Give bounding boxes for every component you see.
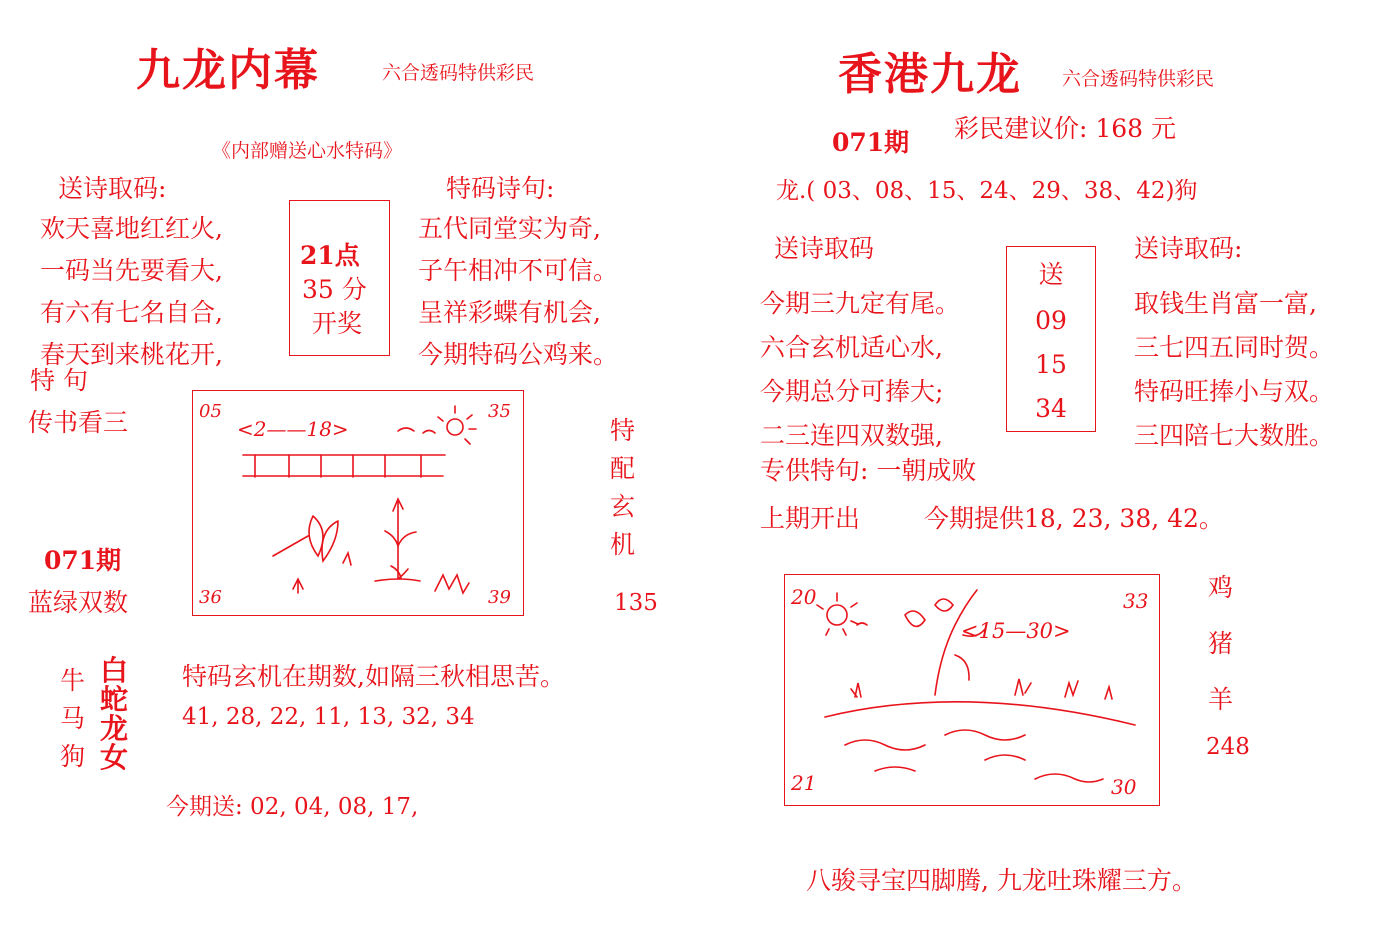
draw-time-box [289,200,390,356]
zodiac-char: 马 [60,704,86,733]
right-poem-line: 今期总分可捧大; [760,377,944,406]
right-poem-line: 取钱生肖富一富, [1134,289,1317,318]
left-issue: 071期 [44,546,122,575]
left-picture-sketch [193,391,523,615]
right-zodiac-number: 248 [1206,734,1250,760]
right-picture-num: 33 [1123,589,1149,613]
right-poem-line: 二三连四双数强, [760,421,943,450]
teju-text: 传书看三 [28,408,129,437]
send-box-item: 15 [1035,350,1067,380]
xuanji-text: 特码玄机在期数,如隔三秋相思苦。 [182,662,565,691]
left-right-number: 135 [614,590,658,616]
left-special-line: 子午相冲不可信。 [418,256,619,285]
right-picture-box [784,574,1160,806]
send-box-item: 送 [1038,259,1064,289]
vertical-char: 配 [610,454,636,483]
zodiac-char: 白 [100,654,129,687]
right-picture-num: 30 [1111,775,1137,799]
zodiac-char: 狗 [60,742,86,771]
dragon-line: 龙.( 03、08、15、24、29、38、42)狗 [776,178,1198,204]
right-poem-label-2: 送诗取码: [1134,234,1243,263]
left-title: 九龙内幕 [136,45,320,96]
vertical-char: 机 [610,530,636,559]
zodiac-char: 猪 [1208,629,1234,658]
last-issue-label: 上期开出 [760,504,861,533]
left-special-line: 今期特码公鸡来。 [418,340,619,369]
left-poem-line: 欢天喜地红红火, [40,214,223,243]
left-poem-line: 春天到来桃花开, [40,340,223,369]
right-subtitle: 六合透码特供彩民 [1062,68,1215,90]
right-zodiac-vertical [1208,560,1233,728]
right-footer: 八骏寻宝四脚腾, 九龙吐珠耀三方。 [806,866,1197,895]
left-right-vertical [610,412,635,564]
send-numbers: 今期送: 02, 04, 08, 17, [166,794,419,820]
vertical-char: 特 [610,416,636,445]
zodiac-char: 羊 [1208,685,1234,714]
zodiac-char: 鸡 [1208,573,1234,602]
current-provide: 今期提供18, 23, 38, 42。 [924,504,1224,533]
send-box-item: 34 [1035,394,1067,424]
left-subtitle: 六合透码特供彩民 [382,62,535,84]
right-poem-2 [1134,282,1334,458]
left-internal-note: 《内部赠送心水特码》 [212,140,403,162]
right-issue: 071期 [832,128,910,157]
right-poem-line: 三七四五同时贺。 [1134,333,1335,362]
right-picture-sketch [785,575,1159,805]
left-poem-label: 送诗取码: [58,174,167,203]
right-poem-line: 六合玄机适心水, [760,333,943,362]
right-poem-line: 今期三九定有尾。 [760,289,961,318]
left-special-label: 特码诗句: [446,174,555,203]
left-picture-num: 35 [488,401,511,422]
left-color-hint: 蓝绿双数 [28,588,129,617]
left-picture-range: <2——18> [237,417,349,441]
right-picture-num: 21 [791,771,817,795]
right-picture-num: 20 [791,585,817,609]
special-phrase: 专供特句: 一朝成败 [760,456,977,485]
zodiac-char: 蛇 [100,683,129,716]
vertical-char: 玄 [610,492,636,521]
send-box-item: 09 [1035,305,1067,335]
right-poem-line: 特码旺捧小与双。 [1134,377,1335,406]
draw-time-line: 开奖 [312,309,363,338]
left-poem [40,208,223,376]
left-picture-num: 05 [199,401,222,422]
left-picture-box [192,390,524,616]
send-box [1006,246,1096,432]
left-special-line: 呈祥彩蝶有机会, [418,298,601,327]
xuanji-numbers: 41, 28, 22, 11, 13, 32, 34 [182,704,475,730]
right-picture-range: <15—30> [961,619,1071,643]
zodiac-col-2 [100,656,128,772]
left-special-poem [418,208,618,376]
teju-label: 特 句 [30,366,88,395]
left-special-line: 五代同堂实为奇, [418,214,601,243]
left-picture-num: 36 [199,587,222,608]
zodiac-char: 牛 [60,666,86,695]
zodiac-char: 女 [100,741,129,774]
right-title: 香港九龙 [838,49,1022,100]
right-price: 彩民建议价: 168 元 [954,114,1177,143]
left-picture-num: 39 [488,587,511,608]
zodiac-col-1 [60,662,85,776]
right-poem-label-1: 送诗取码 [774,234,875,263]
zodiac-char: 龙 [100,712,129,745]
draw-time-line: 21点 [300,241,360,270]
right-poem-line: 三四陪七大数胜。 [1134,421,1335,450]
right-poem-1 [760,282,960,458]
left-poem-line: 一码当先要看大, [40,256,223,285]
left-poem-line: 有六有七名自合, [40,298,223,327]
draw-time-line: 35 分 [302,275,367,304]
